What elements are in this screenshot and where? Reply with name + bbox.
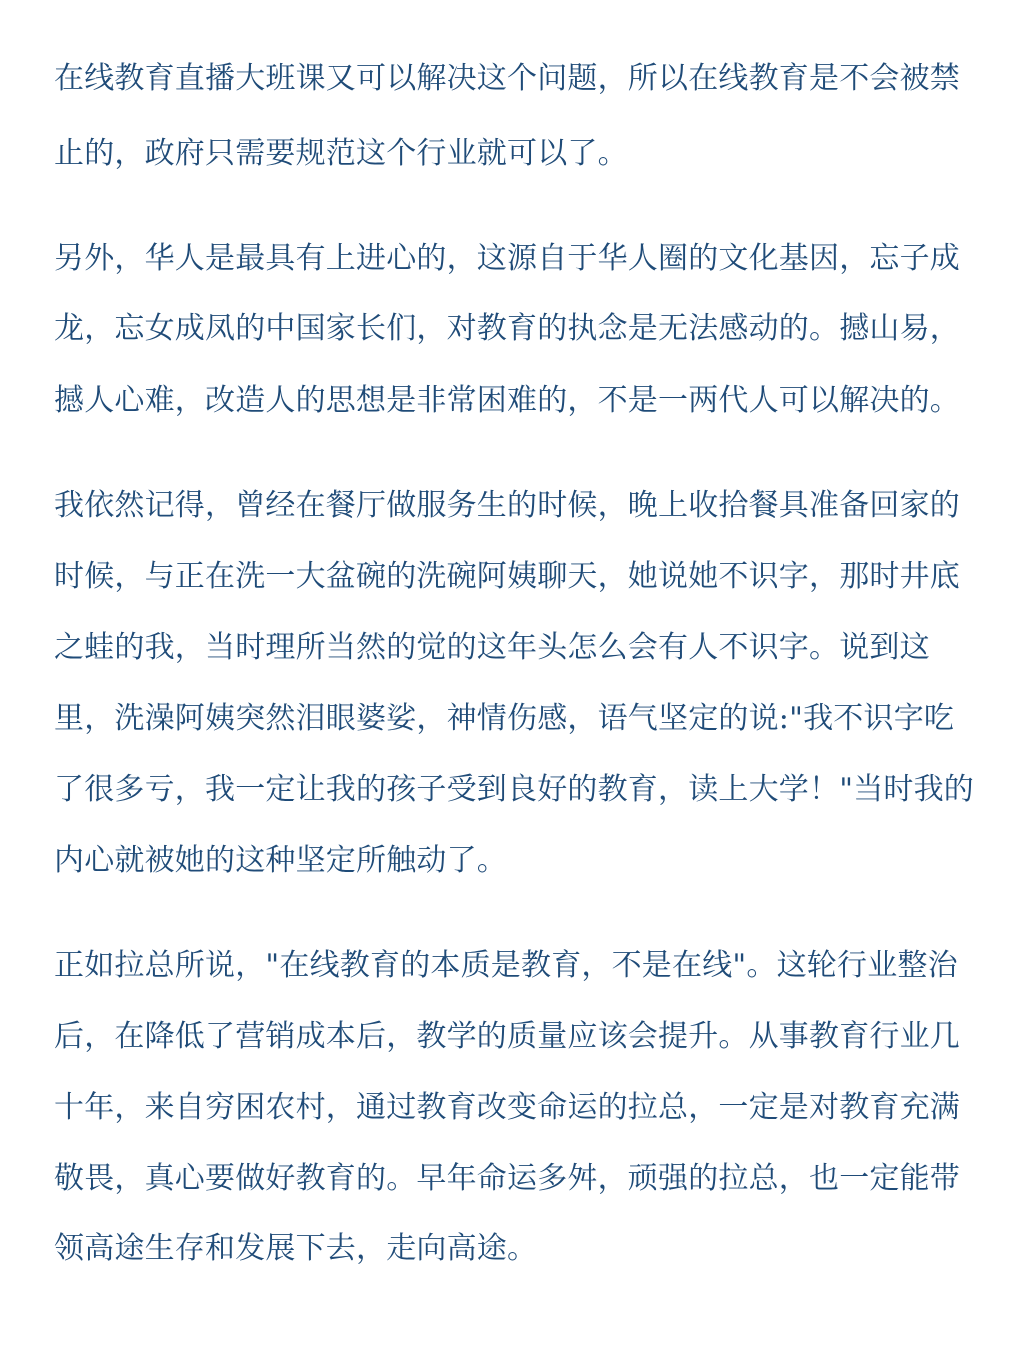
text-line: 之蛙的我，当时理所当然的觉的这年头怎么会有人不识字。说到这	[54, 630, 930, 665]
text-line: 止的，政府只需要规范这个行业就可以了。	[54, 136, 628, 171]
text-line: 里，洗澡阿姨突然泪眼婆娑，神情伤感，语气坚定的说:"我不识字吃	[54, 701, 955, 736]
text-line: 领高途生存和发展下去，走向高途。	[54, 1231, 538, 1266]
text-line: 十年，来自穷困农村，通过教育改变命运的拉总，一定是对教育充满	[54, 1090, 960, 1125]
text-line: 内心就被她的这种坚定所触动了。	[54, 843, 507, 878]
text-line: 敬畏，真心要做好教育的。早年命运多舛，顽强的拉总，也一定能带	[54, 1161, 960, 1196]
text-line: 后，在降低了营销成本后，教学的质量应该会提升。从事教育行业几	[54, 1019, 960, 1054]
text-line: 另外，华人是最具有上进心的，这源自于华人圈的文化基因，忘子成	[54, 241, 960, 276]
text-line: 我依然记得，曾经在餐厅做服务生的时候，晚上收拾餐具准备回家的	[54, 488, 960, 523]
text-line: 在线教育直播大班课又可以解决这个问题，所以在线教育是不会被禁	[54, 61, 960, 96]
text-line: 时候，与正在洗一大盆碗的洗碗阿姨聊天，她说她不识字，那时井底	[54, 559, 960, 594]
text-line: 正如拉总所说，"在线教育的本质是教育，不是在线"。这轮行业整治	[54, 948, 958, 983]
text-line: 撼人心难，改造人的思想是非常困难的，不是一两代人可以解决的。	[54, 383, 960, 418]
text-line: 了很多亏，我一定让我的孩子受到良好的教育，读上大学！"当时我的	[54, 772, 974, 807]
text-line: 龙，忘女成凤的中国家长们，对教育的执念是无法感动的。撼山易，	[54, 311, 960, 346]
